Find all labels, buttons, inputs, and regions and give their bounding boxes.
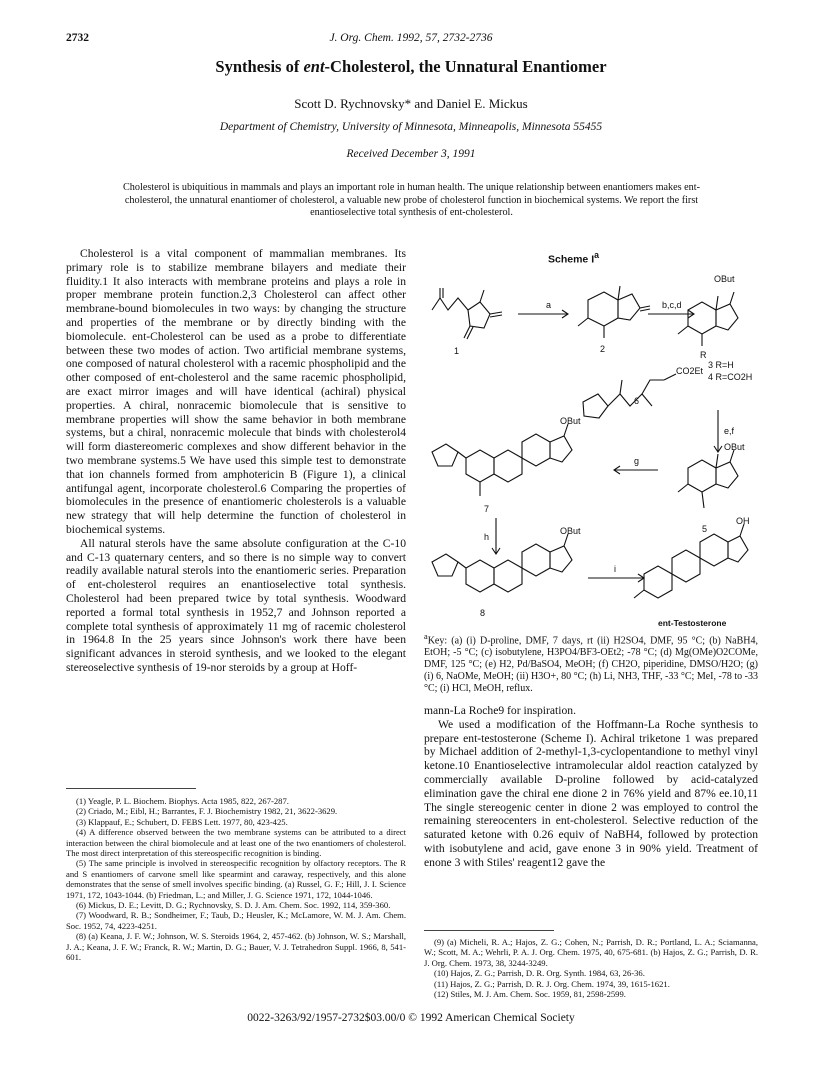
body-paragraph: mann-La Roche9 for inspiration. <box>424 704 576 717</box>
compound-label: 1 <box>454 346 460 356</box>
compound-label: 5 <box>702 524 708 534</box>
journal-reference: J. Org. Chem. 1992, 57, 2732-2736 <box>329 32 493 44</box>
footnotes-right <box>424 937 758 999</box>
compound-8-structure <box>432 534 572 592</box>
compound-label: 6 <box>634 396 640 406</box>
arrow-label: e,f <box>724 426 735 436</box>
arrow-label: g <box>634 456 640 466</box>
title-prefix: Synthesis of <box>215 57 304 76</box>
compound-7-structure <box>432 424 572 496</box>
compound-3-4-structure <box>678 292 738 346</box>
footnote: (3) Klappauf, E.; Schubert, D. FEBS Lett. 1977, 80, 423-425. <box>76 816 288 827</box>
footnote: (1) Yeagle, P. L. Biochem. Biophys. Acta 1985, 822, 267-287. <box>76 796 289 806</box>
compound-label: 2 <box>600 344 606 354</box>
footnote: (8) (a) Keana, J. F. W.; Johnson, W. S. Steroids 1964, 2, 457-462. (b) Johnson, W. S.; Marshall, J. A.; Keana, J. F. W.; Franck, R. W.; Martin, D. G.; Bauer, V. J. Tetrahedron Suppl. 1966, 8, 541-601. <box>66 931 406 963</box>
compound-2-structure <box>578 286 650 338</box>
compound-6-structure <box>583 374 676 418</box>
compound-label: 3 R=H <box>708 360 734 370</box>
arrow-label: i <box>614 564 616 574</box>
obu-label: OBut <box>560 526 581 536</box>
title-ent: ent <box>303 57 325 76</box>
title-suffix: -Cholesterol, the Unnatural Enantiomer <box>324 57 607 76</box>
oh-label: OH <box>736 516 750 526</box>
abstract: Cholesterol is ubiquitious in mammals and plays an important role in human health. The unique relationship between enantiomers makes ent-cholesterol, the unnatural enantiomer of cholesterol, a valuable new probe of cholesterol function in biochemical systems. We report the first enantioselective total synthesis of ent-cholesterol. <box>123 182 700 219</box>
footnote-rule <box>66 788 196 789</box>
compound-label: CO2Et <box>676 366 704 376</box>
obu-label: OBut <box>560 416 581 426</box>
footnote: (9) (a) Micheli, R. A.; Hajos, Z. G.; Cohen, N.; Parrish, D. R.; Portland, L. A.; Sciamanna, W.; Scott, M. A.; Wehrli, P. A. J. Org. Chem. 1975, 40, 675-681. (b) Hajos, Z. G.; Parrish, D. R. J. Org. Chem. 1973, 38, 3244-3249. <box>424 937 758 968</box>
footnote: (6) Mickus, D. E.; Levitt, D. G.; Rychnovsky, S. D. J. Am. Chem. Soc. 1992, 114, 359-360. <box>76 900 391 911</box>
page-number: 2732 <box>66 32 89 44</box>
scheme-title: Scheme $I^a$ <box>548 250 599 266</box>
compound-label: 8 <box>480 608 486 618</box>
affiliation: Department of Chemistry, University of Minnesota, Minneapolis, Minnesota 55455 <box>219 121 603 133</box>
body-paragraph: Cholesterol is a vital component of mammalian membranes. Its primary role is to stabilize membrane bilayers and mediate their fluidity.1 It also interacts with membrane proteins and plays a role in proper membrane protein function.2,3 Cholesterol can affect other membrane-bound biomolecules in two ways: by changing the structure and properties of the membrane or by directly binding with the biomolecule. ent-Cholesterol can be used as a probe to differentiate between these two modes of action. Two artificial membrane systems, one composed of natural cholesterol with a racemic phospholipid and the other composed of ent-cholesterol and the same racemic phospholipid, are exact mirror images and will have identical (achiral) physical properties. A chiral, nonracemic biomolecule that is sensitive to membrane properties will show the same behavior in both membrane systems, but a chiral, nonracemic molecule that binds with cholesterol4 will form diastereomeric complexes and show different behavior in the two membrane systems.5 We have used this simple test to demonstrate that ion channels formed from amphotericin B (Figure 1), a clinical antifungal agent, incorporate cholesterol.6 Comparing the properties of biomolecules in the presence of enantiomeric cholesterols is a valuable new strategy that will help determine the function of cholesterol in biochemical systems. <box>66 247 406 536</box>
scheme-i-diagram <box>418 262 758 628</box>
arrow-label: a <box>546 300 552 310</box>
compound-5-structure <box>678 450 738 508</box>
scheme-key: $^a$Key: (a) (i) D-proline, DMF, 7 days, rt (ii) H2SO4, DMF, 95 °C; (b) NaBH4, EtOH; -5 °C; (c) isobutylene, H3PO4/BF3-OEt2; -78 °C; (d) Mg(OMe)O2COMe, DMF, 125 °C; (e) H2, Pd/BaSO4, MeOH; (f) CH2O, piperidine, DMSO/H2O; (g) (i) 6, NaOMe, MeOH; (ii) H3O+, 80 °C; (h) Li, NH3, THF, -33 °C; MeI, -78 to -33 °C; (i) HCl, MeOH, reflux. <box>424 632 758 695</box>
article-title <box>66 57 756 77</box>
footnote-rule <box>424 930 554 931</box>
received-date: Received December 3, 1991 <box>346 148 476 160</box>
body-paragraph: All natural sterols have the same absolute configuration at the C-10 and C-13 quaternary centers, and so there is no simple way to convert readily available natural sterols into the enantiomeric series. Preparation of ent-cholesterol requires an enantioselective total synthesis. Cholesterol had been prepared twice by total synthesis. Woodward reported a formal total synthesis in 1952,7 and Johnson reported a complete total synthesis of approximately 11 mg of racemic cholesterol in 1964.8 In the 25 years since Johnson's work there have been significant advances in steroid synthesis, and we looked to the elegant stereoselective synthesis of 19-nor steroids by a group at Hoff- <box>66 536 406 674</box>
arrow-label: h <box>484 532 490 542</box>
footnote: (12) Stiles, M. J. Am. Chem. Soc. 1959, 81, 2598-2599. <box>434 989 626 1000</box>
footnote: (7) Woodward, R. B.; Sondheimer, F.; Taub, D.; Heusler, K.; McLamore, W. M. J. Am. Chem. Soc. 1952, 74, 4223-4251. <box>66 910 406 931</box>
left-column-body <box>66 247 406 675</box>
body-paragraph: We used a modification of the Hoffmann-La Roche synthesis to prepare ent-testosterone (Scheme I). Achiral triketone 1 was prepared by Michael addition of 2-methyl-1,3-cyclopentandione to methyl vinyl ketone.10 Enantioselective intramolecular aldol reaction catalyzed by commercially available D-proline followed by acid-catalyzed elimination gave the chiral ene dione 2 in 76% yield and 87% ee.10,11 The single stereogenic center in dione 2 was employed to control the remaining stereocenters in ent-cholesterol. Selective reduction of the saturated ketone with 0.26 equiv of NaBH4, followed by protection with isobutylene and acid, gave enone 3 in 90% yield. Treatment of enone 3 with Stiles' reagent12 gave the <box>424 717 758 869</box>
footnote: (10) Hajos, Z. G.; Parrish, D. R. Org. Synth. 1984, 63, 26-36. <box>434 968 645 979</box>
ent-testosterone-structure <box>634 524 748 598</box>
right-column-body <box>424 704 758 870</box>
compound-1-structure <box>432 288 502 339</box>
authors: Scott D. Rychnovsky* and Daniel E. Mickus <box>294 96 528 111</box>
footnote: (5) The same principle is involved in stereospecific recognition by olfactory receptors. The R and S enantiomers of carvone smell like spearmint and caraway, respectively, and this alone demonstrates that the sense of smell involves specific binding. (a) Russel, G. F.; Hill, J. I. Science 1971, 172, 1043-1044. (b) Friedman, L.; and Miller, J. G. Science 1971, 172, 1044-1046. <box>66 858 406 900</box>
footnotes-left <box>66 796 406 963</box>
page-header <box>66 32 756 48</box>
compound-label: 4 R=CO2H <box>708 372 753 382</box>
footnote: (4) A difference observed between the two membrane systems can be attributed to a direct interaction between the chiral biomolecule and at least one of the two enantiomers of cholesterol. The most direct interpretation of this stereospecific recognition is binding. <box>66 827 406 859</box>
arrow-label: b,c,d <box>662 300 682 310</box>
compound-label: 7 <box>484 504 490 514</box>
compound-label: R <box>700 350 707 360</box>
obu-label: OBut <box>724 442 745 452</box>
footnote: (2) Criado, M.; Eibl, H.; Barrantes, F. J. Biochemistry 1982, 21, 3622-3629. <box>76 806 338 817</box>
page-footer: 0022-3263/92/1957-2732$03.00/0 © 1992 American Chemical Society <box>247 1012 575 1024</box>
footnote: (11) Hajos, Z. G.; Parrish, D. R. J. Org. Chem. 1974, 39, 1615-1621. <box>434 978 670 989</box>
obu-label: OBut <box>714 274 735 284</box>
ent-testosterone-label: ent-Testosterone <box>658 618 727 628</box>
